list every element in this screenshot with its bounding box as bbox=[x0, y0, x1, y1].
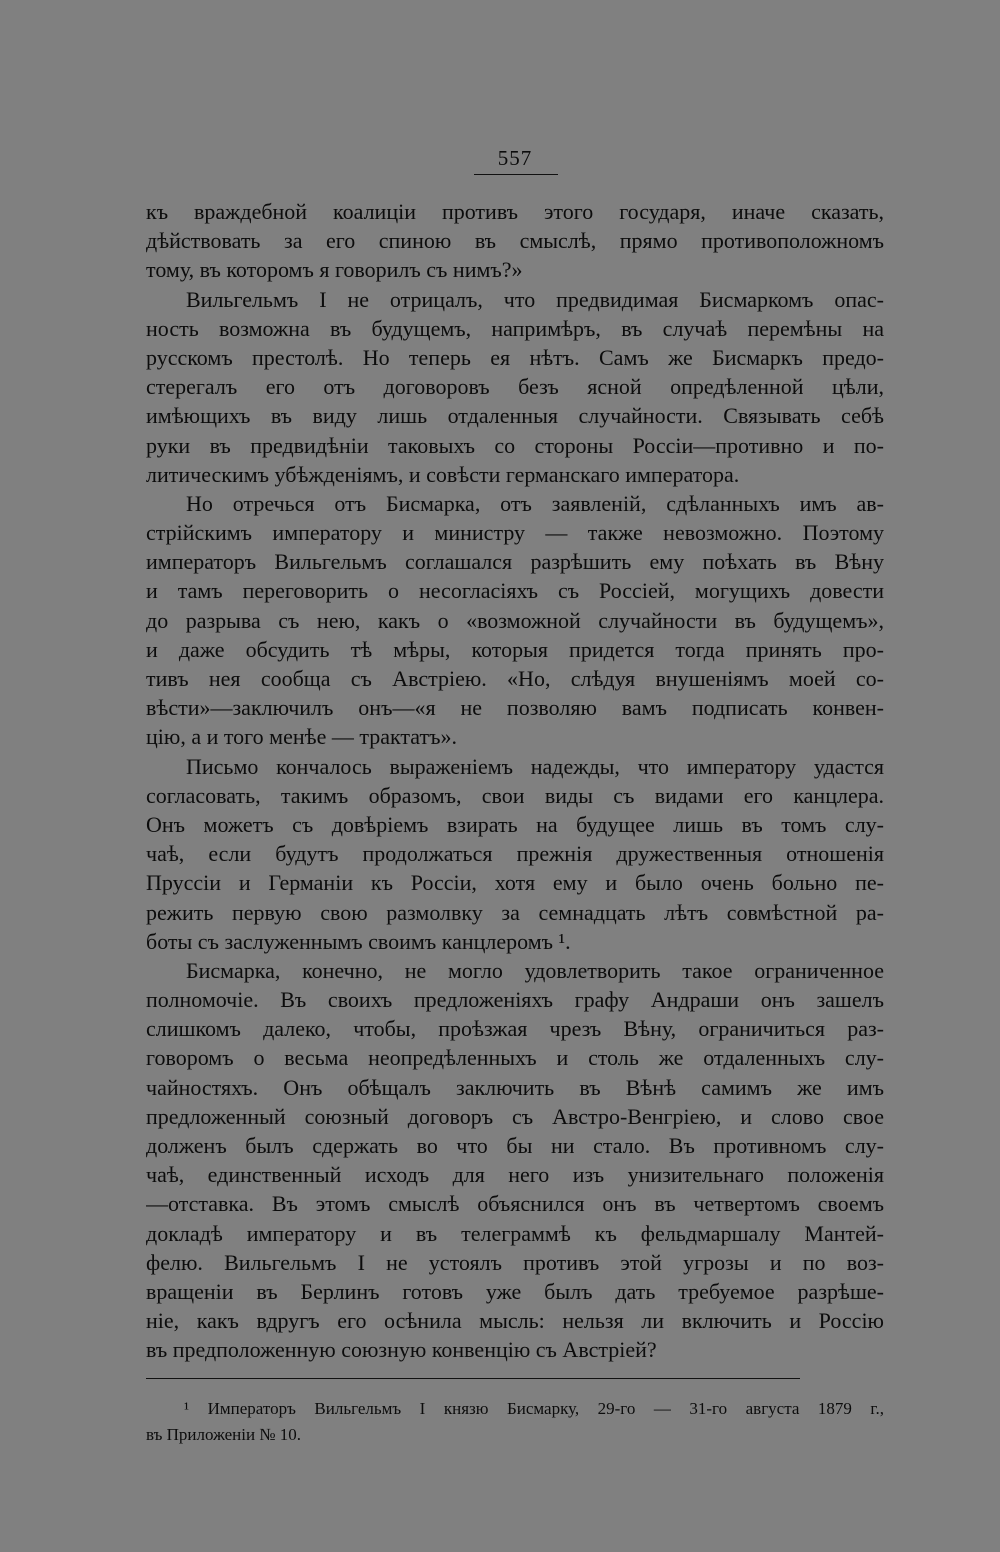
text-line: въ предположенную союзную конвенцiю съ Австрiей? bbox=[146, 1337, 657, 1363]
text-line: Письмо кончалось выраженiемъ надежды, что императору удастся bbox=[186, 753, 884, 779]
text-line: дѣйствовать за его спиною въ смыслѣ, прямо противоположномъ bbox=[146, 228, 884, 254]
text-line: согласовать, такимъ образомъ, свои виды съ видами его канцлера. bbox=[146, 782, 884, 808]
text-line: чайностяхъ. Онъ обѣщалъ заключить въ Вѣнѣ самимъ же имъ bbox=[146, 1074, 884, 1100]
text-line: Бисмарка, конечно, не могло удовлетворить такое ограниченное bbox=[186, 957, 884, 983]
text-line: императоръ Вильгельмъ соглашался разрѣшить ему поѣхать въ Вѣну bbox=[146, 549, 884, 575]
paragraph bbox=[146, 752, 884, 956]
footnote-rule bbox=[146, 1378, 800, 1379]
text-line: ность возможна въ будущемъ, напримѣръ, въ случаѣ перемѣны на bbox=[146, 315, 884, 341]
paragraph bbox=[146, 285, 884, 489]
text-line: до разрыва съ нею, какъ о «возможной случайности въ будущемъ», bbox=[146, 607, 884, 633]
text-line: руки въ предвидѣнiи таковыхъ со стороны Россiи—противно и по- bbox=[146, 432, 884, 458]
text-line: литическимъ убѣжденiямъ, и совѣсти германскаго императора. bbox=[146, 461, 740, 487]
text-line: и даже обсудить тѣ мѣры, которыя придется тогда принять про- bbox=[146, 636, 884, 662]
text-line: русскомъ престолѣ. Но теперь ея нѣтъ. Самъ же Бисмаркъ предо- bbox=[146, 344, 884, 370]
text-line: слишкомъ далеко, чтобы, проѣзжая чрезъ Вѣну, ограничиться раз- bbox=[146, 1016, 884, 1042]
text-line: тивъ нея сообща съ Австрiею. «Но, слѣдуя внушенiямъ моей со- bbox=[146, 666, 884, 691]
text-line: Пруссiи и Германiи къ Россiи, хотя ему и было очень больно пе- bbox=[146, 870, 884, 896]
text-line: Но отречься отъ Бисмарка, отъ заявленiй, сдѣланныхъ имъ ав- bbox=[186, 490, 884, 516]
text-line: говоромъ о весьма неопредѣленныхъ и столь же отдаленныхъ слу- bbox=[146, 1045, 884, 1071]
paragraph bbox=[146, 956, 884, 1365]
paragraph bbox=[146, 197, 884, 285]
text-line: долженъ былъ сдержать во что бы ни стало. Въ противномъ слу- bbox=[146, 1133, 884, 1158]
text-line: Онъ можетъ съ довѣрiемъ взирать на будущее лишь въ томъ слу- bbox=[146, 811, 884, 837]
text-line: полномочiе. Въ своихъ предложенiяхъ графу Андраши онъ зашелъ bbox=[146, 987, 884, 1013]
page-number: 557 bbox=[497, 146, 533, 170]
footnote bbox=[146, 1396, 884, 1448]
text-line: чаѣ, единственный исходъ для него изъ унизительнаго положенiя bbox=[146, 1162, 884, 1188]
text-line: тому, въ которомъ я говорилъ съ нимъ?» bbox=[146, 257, 523, 283]
text-line: режить первую свою размолвку за семнадцать лѣтъ совмѣстной ра- bbox=[146, 899, 884, 925]
text-line: вѣсти»—заключилъ онъ—«я не позволяю вамъ подписать конвен- bbox=[146, 695, 884, 721]
text-line: и тамъ переговорить о несогласiяхъ съ Россiей, могущихъ довести bbox=[146, 578, 884, 604]
text-line: чаѣ, если будутъ продолжаться прежнiя дружественныя отношенiя bbox=[146, 841, 884, 867]
paragraph bbox=[146, 489, 884, 752]
text-line: докладѣ императору и въ телеграммѣ къ фельдмаршалу Мантей- bbox=[146, 1220, 884, 1246]
text-line: вращенiи въ Берлинъ готовъ уже былъ дать требуемое разрѣше- bbox=[146, 1278, 884, 1304]
text-line: нiе, какъ вдругъ его осѣнила мысль: нельзя ли включить и Россiю bbox=[146, 1308, 884, 1334]
text-line: боты съ заслуженнымъ своимъ канцлеромъ ¹. bbox=[146, 928, 571, 954]
body-text bbox=[146, 197, 884, 1365]
footnote-line: ¹ Императоръ Вильгельмъ I князю Бисмарку, 29-го — 31-го августа 1879 г., bbox=[184, 1399, 884, 1418]
text-line: фелю. Вильгельмъ I не устоялъ противъ этой угрозы и по воз- bbox=[146, 1249, 884, 1275]
text-line: цiю, а и того менѣе — трактатъ». bbox=[146, 724, 457, 750]
text-line: —отставка. Въ этомъ смыслѣ объяснился онъ въ четвертомъ своемъ bbox=[146, 1191, 884, 1217]
text-line: стерегалъ его отъ договоровъ безъ ясной опредѣленной цѣли, bbox=[146, 374, 884, 400]
footnote-line: въ Приложенiи № 10. bbox=[146, 1425, 302, 1444]
text-line: Вильгельмъ I не отрицалъ, что предвидимая Бисмаркомъ опас- bbox=[186, 286, 884, 312]
text-line: имѣющихъ въ виду лишь отдаленныя случайности. Связывать себѣ bbox=[146, 403, 884, 429]
text-line: стрiйскимъ императору и министру — также невозможно. Поэтому bbox=[146, 520, 884, 546]
page-number-rule bbox=[474, 174, 558, 175]
text-line: къ враждебной коалицiи противъ этого государя, иначе сказать, bbox=[146, 199, 884, 224]
text-line: предложенный союзный договоръ съ Австро-Венгрiею, и слово свое bbox=[146, 1103, 884, 1129]
